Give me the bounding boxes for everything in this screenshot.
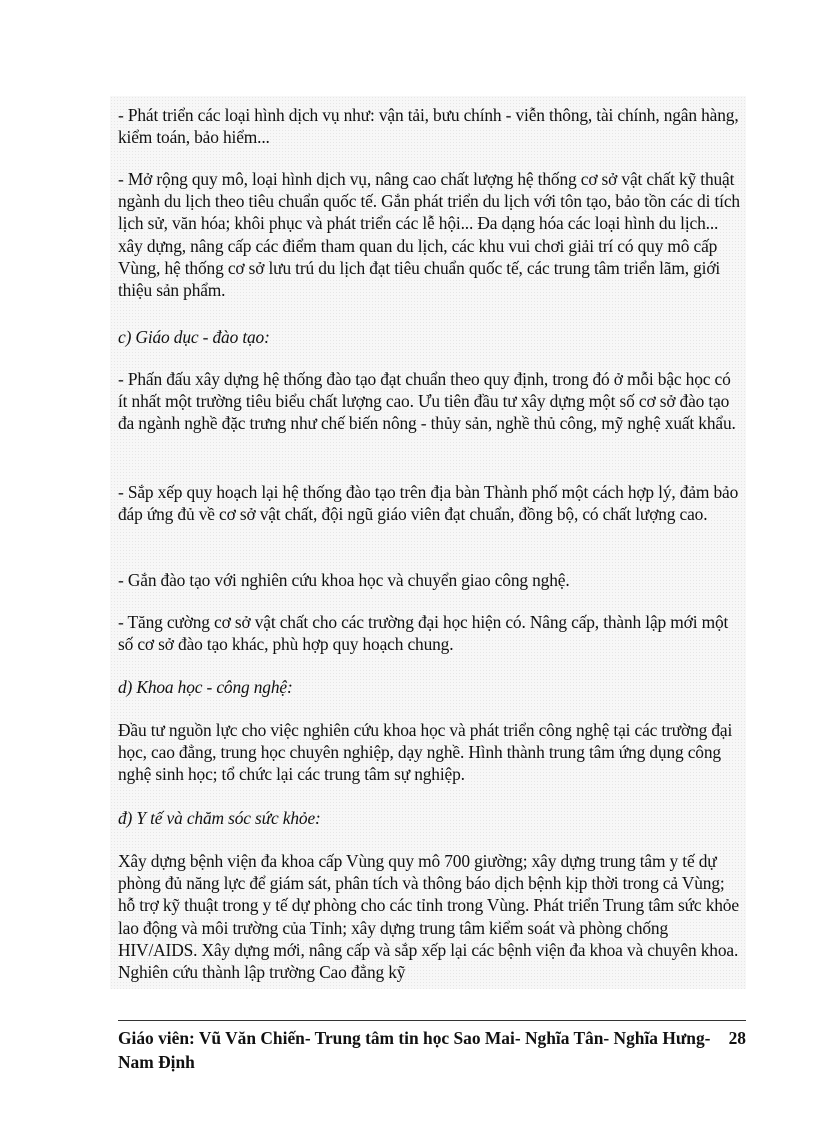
paragraph-education-standards: - Phấn đấu xây dựng hệ thống đào tạo đạt chuẩn theo quy định, trong đó ở mỗi bậc học có ít nhất một trường tiêu biểu chất lượng cao. Ưu tiên đầu tư xây dựng một số cơ sở đào tạo đa ngành nghề đặc trưng như chế biến nông - thủy sản, nghề thủ công, mỹ nghệ xuất khẩu. <box>118 369 736 434</box>
heading-science-technology: d) Khoa học - công nghệ: <box>118 677 293 697</box>
paragraph-healthcare: Xây dựng bệnh viện đa khoa cấp Vùng quy mô 700 giường; xây dựng trung tâm y tế dự phòng đủ năng lực để giám sát, phân tích và thông báo dịch bệnh kịp thời trong cả Vùng; hỗ trợ kỹ thuật trong y tế dự phòng cho các tỉnh trong Vùng. Phát triển Trung tâm sức khỏe lao động và môi trường của Tỉnh; xây dựng trung tâm kiểm soát và phòng chống HIV/AIDS. Xây dựng mới, nâng cấp và sắp xếp lại các bệnh viện đa khoa và chuyên khoa. Nghiên cứu thành lập trường Cao đẳng kỹ <box>118 851 739 983</box>
page-number: 28 <box>728 1028 746 1048</box>
paragraph-tourism: - Mở rộng quy mô, loại hình dịch vụ, nâng cao chất lượng hệ thống cơ sở vật chất kỹ thuật ngành du lịch theo tiêu chuẩn quốc tế. Gắn phát triển du lịch với tôn tạo, bảo tồn các di tích lịch sử, văn hóa; khôi phục và phát triển các lễ hội... Đa dạng hóa các loại hình du lịch... xây dựng, nâng cấp các điểm tham quan du lịch, các khu vui chơi giải trí có quy mô cấp Vùng, hệ thống cơ sở lưu trú du lịch đạt tiêu chuẩn quốc tế, các trung tâm triển lãm, giới thiệu sản phẩm. <box>118 169 740 301</box>
heading-education: c) Giáo dục - đào tạo: <box>118 327 270 347</box>
footer-text: Giáo viên: Vũ Văn Chiến- Trung tâm tin học Sao Mai- Nghĩa Tân- Nghĩa Hưng- Nam Định <box>118 1028 711 1072</box>
footer-divider <box>118 1020 746 1021</box>
page-body <box>110 96 746 989</box>
paragraph-services: - Phát triển các loại hình dịch vụ như: vận tải, bưu chính - viễn thông, tài chính, ngân hàng, kiểm toán, bảo hiểm... <box>118 105 739 148</box>
paragraph-education-research: - Gắn đào tạo với nghiên cứu khoa học và chuyển giao công nghệ. <box>118 570 570 590</box>
paragraph-university-facilities: - Tăng cường cơ sở vật chất cho các trường đại học hiện có. Nâng cấp, thành lập mới một số cơ sở đào tạo khác, phù hợp quy hoạch chung. <box>118 612 729 655</box>
paragraph-education-planning: - Sắp xếp quy hoạch lại hệ thống đào tạo trên địa bàn Thành phố một cách hợp lý, đảm bảo đáp ứng đủ về cơ sở vật chất, đội ngũ giáo viên đạt chuẩn, đồng bộ, có chất lượng cao. <box>118 482 739 525</box>
heading-healthcare: đ) Y tế và chăm sóc sức khỏe: <box>118 808 321 828</box>
paragraph-science-technology: Đầu tư nguồn lực cho việc nghiên cứu khoa học và phát triển công nghệ tại các trường đại học, cao đẳng, trung học chuyên nghiệp, dạy nghề. Hình thành trung tâm ứng dụng công nghệ sinh học; tổ chức lại các trung tâm sự nghiệp. <box>118 720 733 785</box>
